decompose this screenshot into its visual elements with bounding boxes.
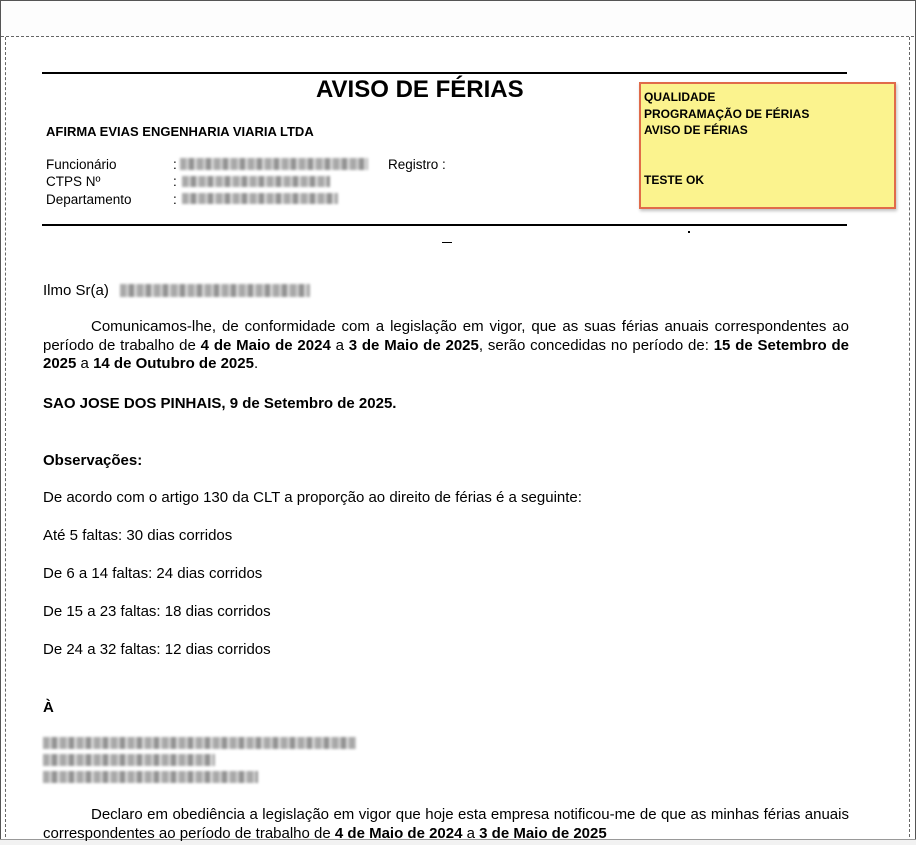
rule-item: De 24 a 32 faltas: 12 dias corridos — [43, 641, 271, 658]
right-margin-guide — [909, 37, 914, 842]
declaration-paragraph: Declaro em obediência a legislação em vigor que hoje esta empresa notificou-me de que as minhas férias anuais correspondentes ao período de trabalho de 4 de Maio de 2024 a 3 de Maio de 2025 — [43, 806, 849, 842]
place-date: SAO JOSE DOS PINHAIS, 9 de Setembro de 2025. — [43, 395, 397, 412]
divider-dot — [688, 231, 690, 233]
acquisition-end: 3 de Maio de 2025 — [348, 336, 479, 354]
redacted-address-line — [43, 771, 258, 783]
label-departamento: Departamento — [46, 192, 132, 207]
rule-item: De 15 a 23 faltas: 18 dias corridos — [43, 603, 271, 620]
note-line: PROGRAMAÇÃO DE FÉRIAS — [644, 106, 810, 121]
top-margin — [1, 1, 914, 37]
acquisition-start: 4 de Maio de 2024 — [200, 336, 331, 354]
colon: : — [173, 192, 177, 207]
note-line: QUALIDADE — [644, 90, 716, 104]
label-registro: Registro : — [388, 157, 446, 172]
redacted-address-line — [43, 737, 356, 749]
salutation — [43, 282, 109, 301]
colon: : — [173, 157, 177, 172]
redacted-address-line — [43, 754, 215, 766]
colon: : — [173, 174, 177, 189]
left-margin-guide — [1, 37, 6, 842]
observations-intro: De acordo com o artigo 130 da CLT a proporção ao direito de férias é a seguinte: — [43, 489, 582, 506]
header-top-rule — [42, 72, 847, 74]
sticky-note[interactable] — [639, 82, 896, 209]
note-status: TESTE OK — [644, 172, 705, 187]
redacted-department — [182, 193, 338, 204]
rule-item: De 6 a 14 faltas: 24 dias corridos — [43, 565, 263, 582]
declaration-acq-start: 4 de Maio de 2024 — [334, 824, 463, 842]
redacted-recipient — [120, 284, 310, 297]
declaration-acq-end: 3 de Maio de 2025 — [479, 824, 607, 842]
vacation-start: 15 de Setembro de 2025 — [43, 336, 849, 372]
addressee-heading: À — [43, 699, 54, 716]
notice-paragraph: Comunicamos-lhe, de conformidade com a legislação em vigor, que as suas férias anuais correspondentes ao período de trabalho de 4 de Maio de 2024 a 3 de Maio de 2025, serão concedidas no período de: 15 de Setembro de 2025 a 14 de Outubro de 2025. — [43, 318, 849, 372]
header-bottom-rule — [42, 224, 847, 226]
company-name: AFIRMA EVIAS ENGENHARIA VIARIA LTDA — [46, 124, 314, 139]
salutation-label: Ilmo Sr(a) — [43, 282, 109, 299]
document-title: AVISO DE FÉRIAS — [316, 76, 524, 103]
label-ctps: CTPS Nº — [46, 174, 101, 189]
redacted-employee-name — [180, 158, 368, 170]
note-line: AVISO DE FÉRIAS — [644, 123, 748, 137]
vacation-end: 14 de Outubro de 2025 — [93, 355, 254, 372]
divider-mark — [442, 242, 452, 243]
redacted-ctps — [182, 176, 330, 187]
rule-item: Até 5 faltas: 30 dias corridos — [43, 527, 233, 544]
observations-heading: Observações: — [43, 452, 143, 469]
label-funcionario: Funcionário — [46, 157, 117, 172]
